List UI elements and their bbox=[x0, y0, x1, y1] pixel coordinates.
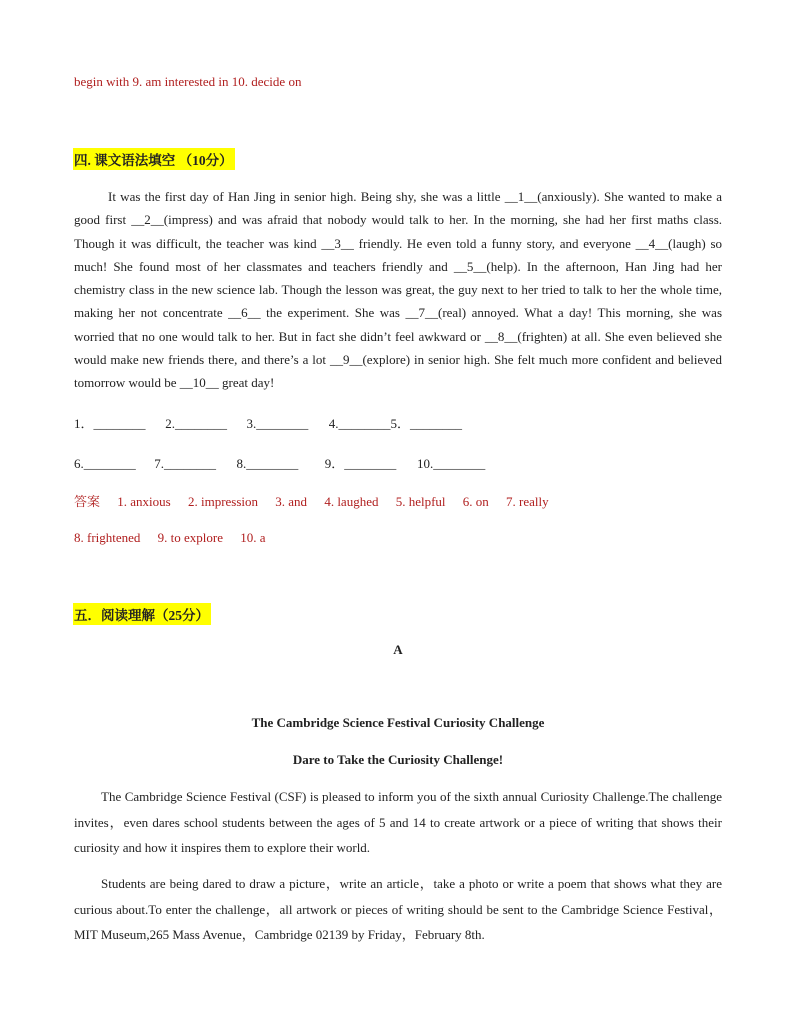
passage-subtitle: Dare to Take the Curiosity Challenge! bbox=[292, 752, 504, 767]
section-5-heading: 五．阅读理解（25分） bbox=[73, 603, 211, 625]
blank-2: 2.________ bbox=[165, 416, 227, 431]
blank-7: 7.________ bbox=[154, 456, 216, 471]
answer-item: 9. to explore bbox=[157, 530, 224, 545]
blank-1: 1．________ bbox=[74, 416, 146, 431]
answers-row-2 bbox=[74, 530, 280, 546]
blank-4-5: 4.________5．________ bbox=[328, 416, 463, 431]
blanks-row-1 bbox=[74, 413, 462, 432]
answer-item: 2. impression bbox=[187, 494, 259, 509]
answer-label: 答案 bbox=[74, 494, 101, 509]
answers-row-1 bbox=[74, 491, 563, 510]
passage-letter: A bbox=[393, 642, 403, 657]
blank-10: 10.________ bbox=[417, 456, 486, 471]
answer-item: 7. really bbox=[506, 494, 549, 509]
blank-8: 8.________ bbox=[236, 456, 299, 471]
blanks-row-2 bbox=[74, 453, 485, 472]
answer-item: 3. and bbox=[275, 494, 308, 509]
previous-answers: begin with 9. am interested in 10. decide on bbox=[74, 74, 302, 89]
passage-paragraph-1: The Cambridge Science Festival (CSF) is pleased to inform you of the sixth annual Curiosity Challenge.The challenge invites，even dares school students between the ages of 5 and 14 to create artwork or a piece of writing that shows their curiosity and how it inspires them to explore their world. bbox=[74, 789, 722, 855]
passage-title: The Cambridge Science Festival Curiosity Challenge bbox=[251, 715, 545, 730]
section-4-heading: 四. 课文语法填空 （10分） bbox=[73, 148, 235, 170]
answer-item: 5. helpful bbox=[395, 494, 446, 509]
answer-item: 6. on bbox=[462, 494, 489, 509]
blank-3: 3.________ bbox=[246, 416, 309, 431]
blank-6: 6.________ bbox=[74, 456, 136, 471]
answer-item: 10. a bbox=[240, 530, 266, 545]
answer-item: 8. frightened bbox=[74, 530, 141, 545]
answer-item: 1. anxious bbox=[117, 494, 171, 509]
passage-paragraph-2: Students are being dared to draw a picture，write an article，take a photo or write a poem that shows what they are curious about.To enter the challenge，all artwork or pieces of writing should be sent to the Cambridge Science Festival，MIT Museum,265 Mass Avenue，Cambridge 02139 by Friday，February 8th. bbox=[74, 876, 722, 942]
grammar-fill-passage: It was the first day of Han Jing in senior high. Being shy, she was a little __1__(anxiously). She wanted to make a good first __2__(impress) and was afraid that nobody would talk to her. In the morning, she had her first maths class. Though it was difficult, the teacher was kind __3__ friendly. He even told a funny story, and everyone __4__(laugh) so much! She found most of her classmates and teachers friendly and __5__(help). In the afternoon, Han Jing had her chemistry class in the new science lab. Though the lesson was great, the guy next to her tried to talk to her the whole time, making her not concentrate __6__ the experiment. She was __7__(real) annoyed. What a day! This morning, she was worried that no one would talk to her. But in fact she didn’t feel awkward or __8__(frighten) at all. She even believed she would make new friends there, and there’s a lot __9__(explore) in senior high. She felt much more confident and believed tomorrow would be __10__ great day! bbox=[74, 189, 722, 391]
blank-9: 9．________ bbox=[324, 456, 397, 471]
answer-item: 4. laughed bbox=[324, 494, 379, 509]
